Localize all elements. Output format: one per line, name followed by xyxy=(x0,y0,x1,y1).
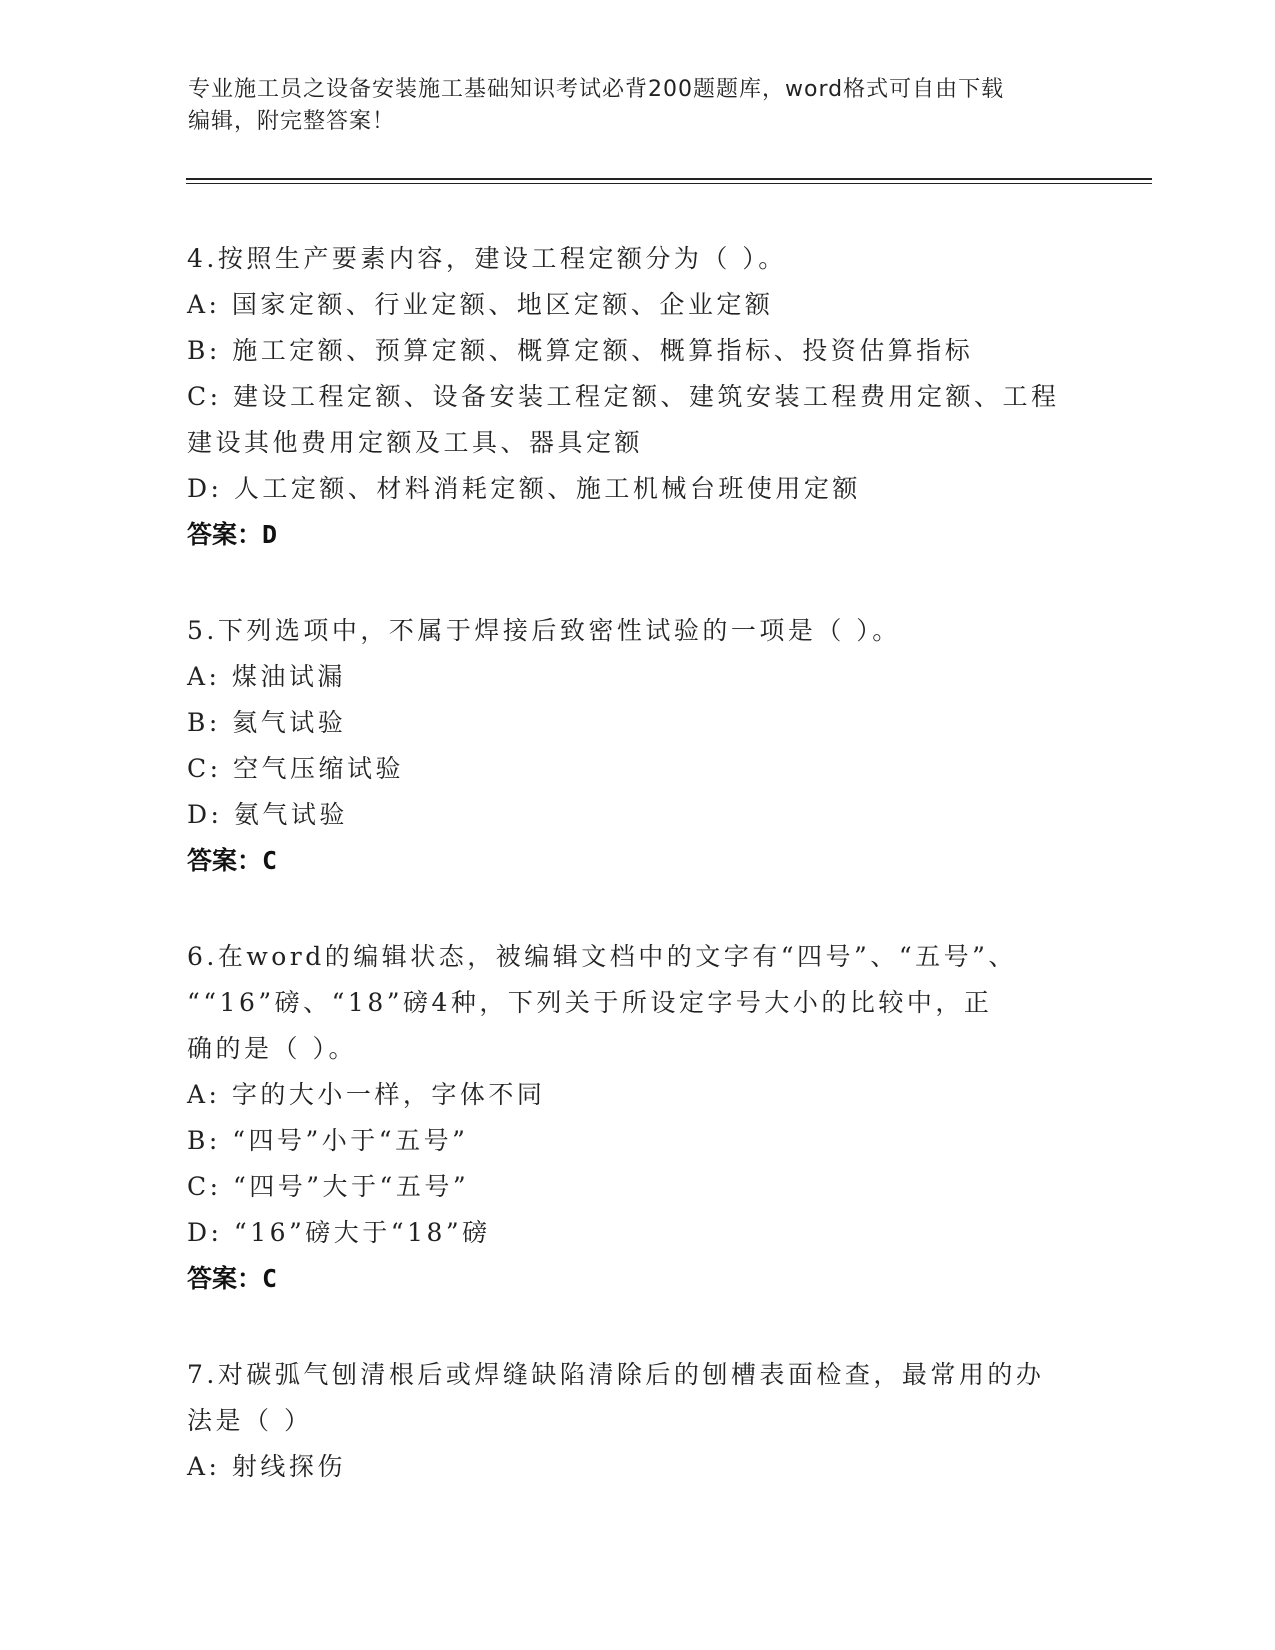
answer-option: D: “16”磅大于“18”磅 xyxy=(187,1218,491,1247)
header-divider-thin xyxy=(186,183,1152,184)
answer-option: A: 字的大小一样，字体不同 xyxy=(187,1080,546,1109)
answer-option: B: “四号”小于“五号” xyxy=(187,1126,469,1155)
answer-option: C: 空气压缩试验 xyxy=(187,754,404,783)
question-list xyxy=(187,236,1087,1540)
header-line-2: 编辑，附完整答案！ xyxy=(188,109,396,134)
question-stem: 4.按照生产要素内容，建设工程定额分为（ ）。 xyxy=(187,244,787,273)
question-stem: ““16”磅、“18”磅4种，下列关于所设定字号大小的比较中，正 xyxy=(187,988,993,1017)
answer-key: 答案：D xyxy=(187,520,278,549)
answer-key: 答案：C xyxy=(187,846,278,875)
answer-option: B: 氦气试验 xyxy=(187,708,347,737)
answer-key: 答案：C xyxy=(187,1264,278,1293)
answer-option: C: 建设工程定额、设备安装工程定额、建筑安装工程费用定额、工程 xyxy=(187,382,1060,411)
document-header xyxy=(188,74,1088,138)
question-block xyxy=(187,1352,1087,1490)
question-stem: 7.对碳弧气刨清根后或焊缝缺陷清除后的刨槽表面检查，最常用的办 xyxy=(187,1360,1045,1389)
question-block xyxy=(187,934,1087,1302)
question-stem: 5.下列选项中，不属于焊接后致密性试验的一项是（ ）。 xyxy=(187,616,901,645)
answer-option: C: “四号”大于“五号” xyxy=(187,1172,470,1201)
question-stem: 法是（ ） xyxy=(187,1406,313,1435)
header-line-1: 专业施工员之设备安装施工基础知识考试必背200题题库，word格式可自由下载 xyxy=(188,77,1005,102)
question-stem: 确的是（ ）。 xyxy=(187,1034,357,1063)
answer-option: D: 氨气试验 xyxy=(187,800,348,829)
header-divider-thick xyxy=(186,178,1152,180)
question-block xyxy=(187,608,1087,884)
answer-option: A: 射线探伤 xyxy=(187,1452,346,1481)
answer-option: 建设其他费用定额及工具、器具定额 xyxy=(187,428,644,457)
answer-option: A: 国家定额、行业定额、地区定额、企业定额 xyxy=(187,290,774,319)
answer-option: B: 施工定额、预算定额、概算定额、概算指标、投资估算指标 xyxy=(187,336,974,365)
answer-option: D: 人工定额、材料消耗定额、施工机械台班使用定额 xyxy=(187,474,861,503)
answer-option: A: 煤油试漏 xyxy=(187,662,346,691)
question-block xyxy=(187,236,1087,558)
question-stem: 6.在word的编辑状态，被编辑文档中的文字有“四号”、“五号”、 xyxy=(187,942,1017,971)
